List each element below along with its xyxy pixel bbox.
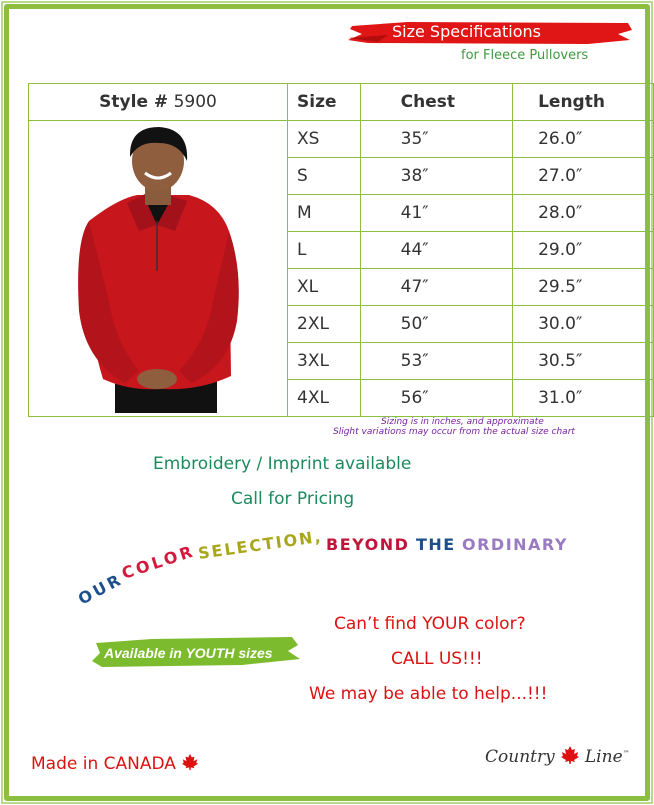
col-header-chest: Chest — [360, 84, 512, 121]
maple-leaf-icon — [560, 745, 580, 765]
banner-title: Size Specifications — [392, 22, 541, 41]
row-size: 2XL — [288, 306, 361, 343]
row-length: 27.0″ — [513, 158, 654, 195]
product-photo — [29, 121, 287, 413]
embroidery-text: Embroidery / Imprint available — [153, 454, 412, 474]
row-chest: 41″ — [360, 195, 512, 232]
row-length: 30.5″ — [513, 343, 654, 380]
brand-tm: ™ — [622, 749, 630, 758]
col-header-size: Size — [288, 84, 361, 121]
maple-leaf-icon — [181, 753, 199, 771]
slogan-ordinary: ORDINARY — [462, 535, 568, 554]
style-number: 5900 — [173, 92, 217, 112]
youth-badge-text: Available in YOUTH sizes — [104, 645, 273, 661]
youth-badge — [92, 635, 302, 669]
row-length: 28.0″ — [513, 195, 654, 232]
brand-left: Country — [485, 747, 555, 767]
table-row — [29, 121, 654, 158]
row-chest: 35″ — [360, 121, 512, 158]
row-size: XL — [288, 269, 361, 306]
row-length: 26.0″ — [513, 121, 654, 158]
row-size: 3XL — [288, 343, 361, 380]
style-label: Style # — [99, 92, 169, 112]
table-header-row — [29, 84, 654, 121]
col-header-length: Length — [513, 84, 654, 121]
contact-line-1: Can’t find YOUR color? — [334, 614, 526, 634]
row-length: 29.5″ — [513, 269, 654, 306]
slogan-beyond: BEYOND — [326, 535, 410, 554]
row-length: 30.0″ — [513, 306, 654, 343]
row-size: S — [288, 158, 361, 195]
slogan-color: COLOR — [119, 541, 198, 583]
country-line-logo — [485, 745, 635, 775]
slogan-selection: SELECTION, — [196, 526, 324, 563]
slogan-our: OUR — [74, 569, 127, 609]
row-chest: 47″ — [360, 269, 512, 306]
row-size: L — [288, 232, 361, 269]
color-slogan — [66, 515, 586, 615]
style-cell — [29, 84, 288, 121]
row-chest: 50″ — [360, 306, 512, 343]
row-chest: 44″ — [360, 232, 512, 269]
sizing-note: Sizing is in inches, and approximate — [381, 417, 544, 427]
subtitle: for Fleece Pullovers — [461, 48, 589, 63]
row-size: M — [288, 195, 361, 232]
row-chest: 56″ — [360, 380, 512, 417]
made-in-canada — [31, 753, 199, 774]
slogan-the: THE — [416, 535, 456, 554]
row-length: 29.0″ — [513, 232, 654, 269]
row-chest: 53″ — [360, 343, 512, 380]
pricing-text: Call for Pricing — [231, 489, 355, 509]
row-size: 4XL — [288, 380, 361, 417]
contact-line-2: CALL US!!! — [391, 649, 483, 669]
row-length: 31.0″ — [513, 380, 654, 417]
made-in-text: Made in CANADA — [31, 754, 176, 774]
variation-note: Slight variations may occur from the actual size chart — [333, 427, 575, 437]
brand-right: Line — [584, 747, 623, 767]
product-photo-cell — [29, 121, 288, 417]
row-size: XS — [288, 121, 361, 158]
row-chest: 38″ — [360, 158, 512, 195]
contact-line-3: We may be able to help...!!! — [309, 684, 548, 704]
size-table — [28, 83, 654, 417]
